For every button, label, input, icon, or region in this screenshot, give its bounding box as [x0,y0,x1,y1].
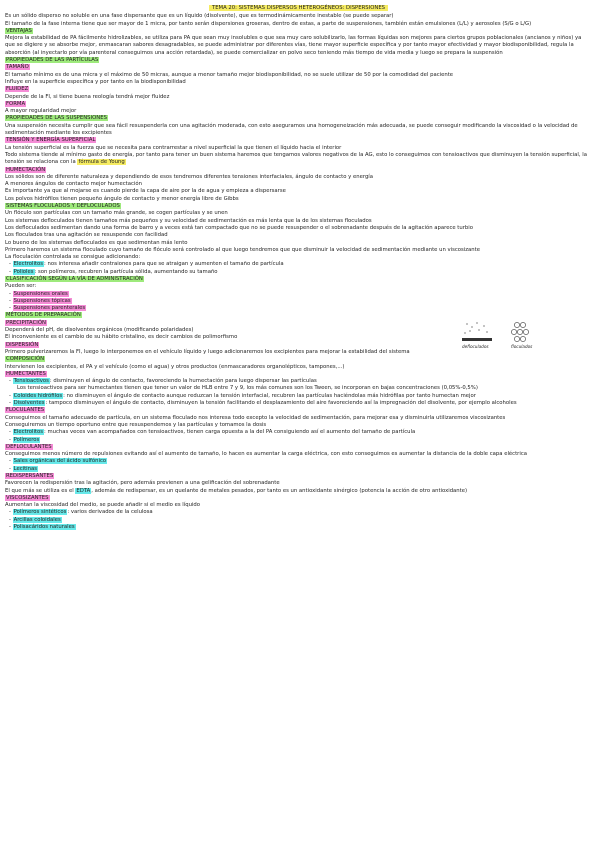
text-line [5,94,592,101]
deflocculated-sample [462,322,492,341]
text-line [5,480,592,487]
line-text: Todo sistema tiende al mínimo gasto de energía, por tanto para tener un buen sistema haremos que tengamos valores negativos de la AG, esto lo conseguimos con tensioactivos que disminuyen la tensión superficial, la tensión se relaciona con la [5,151,587,166]
line-text: La tensión superficial es la fuerza que se necesita para contrarrestar a nivel superficial la que tienen el líquido hacia el interior [5,144,342,151]
document-body [5,13,592,531]
line-text: Los sólidos son de diferente naturaleza y dependiendo de esos tendremos diferentes tensiones interfaciales, ángulo de contacto y energía [5,173,374,180]
line-text-rest: : varios derivados de la celulosa [67,509,153,516]
line-text: Los floculados tras una agitación se resuspende con facilidad [5,232,168,239]
line-text-rest: : nos interesa añadir contraiones para que se atraigan y aumenten el tamaño de partícula [44,261,284,268]
line-text: - [9,261,13,268]
section-heading [5,137,592,144]
line-text: Un flóculo son partículas con un tamaño más grande, se cogen partículas y se unen [5,210,228,217]
text-line [5,488,592,495]
line-text: Primero pulverizaremos la FI, luego lo interponemos en el vehículo líquido y luego adicionaremos los excipientes para mejorar la estabilidad del sistema [5,348,410,355]
heading-text: REDISPERSANTES [6,473,54,479]
line-text: Mejora la estabilidad de PA fácilmente hidrolizables, se utiliza para PA que sean muy insolubles o que sea muy caro solubilizarlo, las formas líquidas son mejores para ciertos grupos poblacionales (ancianos y niños) ya que se digiere y se absorbe mejor, enmascaran sabores desagradables, se puede administrar por diferentes vías, tiene mayor superficie específica y por tanto mayor efectividad y mayor biodisponibilidad, regula la absorción (al inyectarlo por vía parenteral conseguimos una acción retardada), se puede comercializar en polvo seco teniendo más tiempo de vida media y luego se prepara la suspensión [5,35,582,56]
highlighted-term: fórmula de Young [78,159,125,166]
line-text: Dependerá del pH, de disolventes orgánicos (modificando polaridades) [5,327,194,334]
heading-text: TAMAÑO [6,64,29,71]
line-text: Lo bueno de los sistemas defloculados es que sedimentan más lento [5,239,188,246]
line-text: Primero haremos un sistema floculado cuyo tamaño de flóculo será controlado al que luego tendremos que que disminuir la velocidad de sedimentación mediante un viscosizante [5,246,480,253]
heading-text: COMPOSICIÓN [6,356,45,363]
heading-text: SISTEMAS FLOCULADOS Y DEFLOCULADOS [6,203,120,210]
text-line [5,305,592,312]
text-line [5,429,592,436]
text-line [5,524,592,531]
text-line [5,393,592,400]
line-text: - [9,458,13,465]
heading-text: FORMA [6,100,26,107]
line-text: Los sistemas defloculados tienen tamaños más pequeños y su velocidad de sedimentación es más lenta que la de los sistemas floculados [5,217,372,224]
highlighted-term: Suspensiones orales [13,290,68,297]
heading-text: MÉTODOS DE PREPARACIÓN [6,312,81,319]
text-line [5,466,592,473]
line-text: Favorecen la redispersión tras la agitación, pero además previenen a una gelificación del sobrenadante [5,480,280,487]
line-text-rest: : muchas veces van acompañados con tensioactivos, tienen carga opuesta a la del PA consiguiendo así el aumento del tamaño de partícula [44,429,416,436]
heading-text: FLUIDEZ [6,86,29,93]
heading-text: PROPIEDADES DE LAS SUSPENSIONES [6,115,107,122]
highlighted-term: Suspensiones tópicas [13,297,71,304]
highlighted-term: Coloides hidrófilos [13,392,63,399]
line-text: A menores ángulos de contacto mejor humectación [5,181,142,188]
highlighted-term: EDTA [76,487,91,494]
text-line [5,72,592,79]
line-text: Es importante ya que al mojarse es cuando pierde la capa de aire por la de agua y empieza a dispersarse [5,188,286,195]
highlighted-term: Sales orgánicas del ácido sulfónico [13,458,107,465]
section-heading [5,356,592,363]
section-heading [5,101,592,108]
heading-text: FLOCULANTES [6,407,45,414]
line-text: - [9,392,13,399]
text-line [5,181,592,188]
line-text: Los polvos hidrófilos tienen pequeño ángulo de contacto y menor energía libre de Gibbs [5,195,239,202]
text-line [5,218,592,225]
line-text: - [9,305,13,312]
highlighted-term: Lecitinas [13,465,38,472]
text-line [5,240,592,247]
line-text: Los defloculados sedimentan dando una forma de barro y a veces está tan compactado que no se puede resuspender o el sobrenadante después de la agitación aparece turbio [5,224,473,231]
section-heading [5,64,592,71]
text-line [5,21,592,28]
highlighted-term: Polioles [13,268,34,275]
text-line [5,196,592,203]
line-text: A mayor regularidad mejor [5,108,77,115]
section-heading [5,444,592,451]
document-title [5,5,592,12]
line-text: - [9,297,13,304]
heading-text: HUMECTACIÓN [6,166,46,173]
heading-text: DISPERSIÓN [6,341,39,348]
line-text: Los tensioactivos para ser humectantes tienen que tener un valor de HLB entre 7 y 9, los más comunes son los Tween, se incorporan en bajas concentraciones (0,05%-0,5%) [17,385,478,392]
highlighted-term: Electrolitos [13,429,43,436]
line-text: - [9,509,13,516]
heading-text: CLASIFICACIÓN SEGÚN LA VÍA DE ADMINISTRACIÓN [6,275,143,282]
flocculated-sample [511,322,528,341]
text-line [5,108,592,115]
text-line [5,232,592,239]
heading-text: VISCOSIZANTES [6,494,49,501]
text-line [5,145,592,152]
line-text: El tamaño mínimo es de una micra y el máximo de 50 micras, aunque a menor tamaño mejor biodisponibilidad, no se suele utilizar de 50 por la comodidad del paciente [5,71,454,78]
section-heading [5,86,592,93]
text-line [5,261,592,268]
text-line [5,400,592,407]
figure-label-deflocculated: defloculados [462,344,489,349]
highlighted-term: Tensioactivos [13,378,49,385]
text-line [5,437,592,444]
line-text: Es un sólido disperso no soluble en una fase dispersante que es un líquido (disolvente), que es termodinámicamente inestable (se puede separar) [5,13,394,20]
line-text: - [9,268,13,275]
text-line [5,188,592,195]
text-line [5,298,592,305]
line-text: - [9,465,13,472]
line-text: - [9,378,13,385]
line-text: Depende de la FI, si tiene buena reología tendrá mejor fluidez [5,93,170,100]
text-line [5,458,592,465]
line-text: - [9,516,13,523]
line-text: Una suspensión necesita cumplir que sea fácil resuspenderla con una agitación moderada, con esto aseguramos una homogeneización más adecuada, se puede conseguir modificando la viscosidad o la velocidad de sedimentación mediante los excipientes [5,122,578,137]
line-text: Aumentan la viscosidad del medio, se puede añadir si el medio es líquido [5,502,201,509]
line-text: La floculación controlada se consigue adicionando: [5,254,141,261]
text-line [5,291,592,298]
section-heading [5,276,592,283]
line-text: Conseguiremos un tiempo oportuno entre que resuspendemos y las partículas y tomamos la dosis [5,421,267,428]
line-text: - [9,290,13,297]
highlighted-term: Arcillas coloidales [13,516,61,523]
text-line [5,385,592,392]
title-text: TEMA 20: SISTEMAS DISPERSOS HETEROGÉNEOS: DISPERSIONES [209,5,388,11]
text-line [5,247,592,254]
line-text: El que más se utiliza es el [5,487,76,494]
text-line [5,509,592,516]
line-text: Pueden ser: [5,283,37,290]
line-text-rest: , además de redispersar, es un quelante de metales pesados, por tanto es un antioxidante sinérgico (potencia la acción de otro antioxidante) [91,487,468,494]
text-line [5,123,592,138]
line-text-rest: : disminuyen el ángulo de contacto, favoreciendo la humectación para luego dispersar las partículas [49,378,317,385]
line-text-rest: : son polímeros, recubren la partícula sólida, aumentando su tamaño [34,268,218,275]
heading-text: VENTAJAS [6,27,32,34]
line-text: - [9,400,13,407]
highlighted-term: Polisacáridos naturales [13,524,75,531]
heading-text: PROPIEDADES DE LAS PARTÍCULAS [6,57,99,64]
line-text: - [9,429,13,436]
document-page [5,5,592,531]
line-text: Influye en la superficie específica y por tanto en la biodisponibilidad [5,78,186,85]
highlighted-term: Polímeros sintéticos [13,509,67,516]
heading-text: DEFLOCULANTES [6,443,52,450]
text-line [5,364,592,371]
line-text: El inconveniente es el cambio de su hábito cristalino, es decir cambios de polimorfismo [5,334,238,341]
heading-text: PRECIPITACIÓN [6,319,46,326]
text-line [5,517,592,524]
text-line [5,79,592,86]
section-heading [5,57,592,64]
text-line [5,35,592,57]
highlighted-term: Electrolitos [13,261,43,268]
section-heading [5,115,592,122]
line-text: - [9,436,13,443]
heading-text: TENSIÓN Y ENERGÍA SUPERFICIAL [6,137,96,144]
text-line [5,283,592,290]
highlighted-term: Disolventes [13,400,45,407]
line-text: Conseguimos el tamaño adecuado de partícula, en un sistema floculado nos interesa todo excepto la velocidad de sedimentación, para mejorar esa y disminuirla utilizaremos viscosizantes [5,414,506,421]
line-text-rest: : no disminuyen el ángulo de contacto aunque reduzcan la tensión interfacial, recubren las partículas haciéndolas más hidrófilas por tanto humectan mejor [63,392,476,399]
text-line [5,152,592,167]
line-text: Conseguimos menos número de repulsiones evitando así el aumento de tamaño, lo hacen es aumentar la carga eléctrica, con esto conseguimos es aumentar la distancia de la doble capa eléctrica [5,451,527,458]
text-line [5,269,592,276]
line-text: Intervienen los excipientes, el PA y el vehículo (como el agua) y otros productos (enmascaradores organolépticos, tampones,...) [5,363,345,370]
section-heading [5,407,592,414]
highlighted-term: Suspensiones parenterales [13,305,86,312]
heading-text: HUMECTANTES [6,370,46,377]
text-line [5,415,592,422]
figure-label-flocculated: floculados [511,344,533,349]
text-line [5,13,592,20]
line-text: El tamaño de la fase interna tiene que ser mayor de 1 micra, por tanto serán dispersiones groseras, dentro de estas, a parte de suspensiones, también están emulsiones (L/L) y aerosoles (S/G o L/G) [5,20,532,27]
line-text-rest: : tampoco disminuyen el ángulo de contacto, disminuyen la tensión facilitando el desplazamiento del aire favoreciendo así la impregnación del disolvente, por ejemplo alcoholes [45,400,517,407]
line-text: - [9,524,13,531]
section-heading [5,167,592,174]
highlighted-term: Polímeros [13,436,40,443]
text-line [5,210,592,217]
